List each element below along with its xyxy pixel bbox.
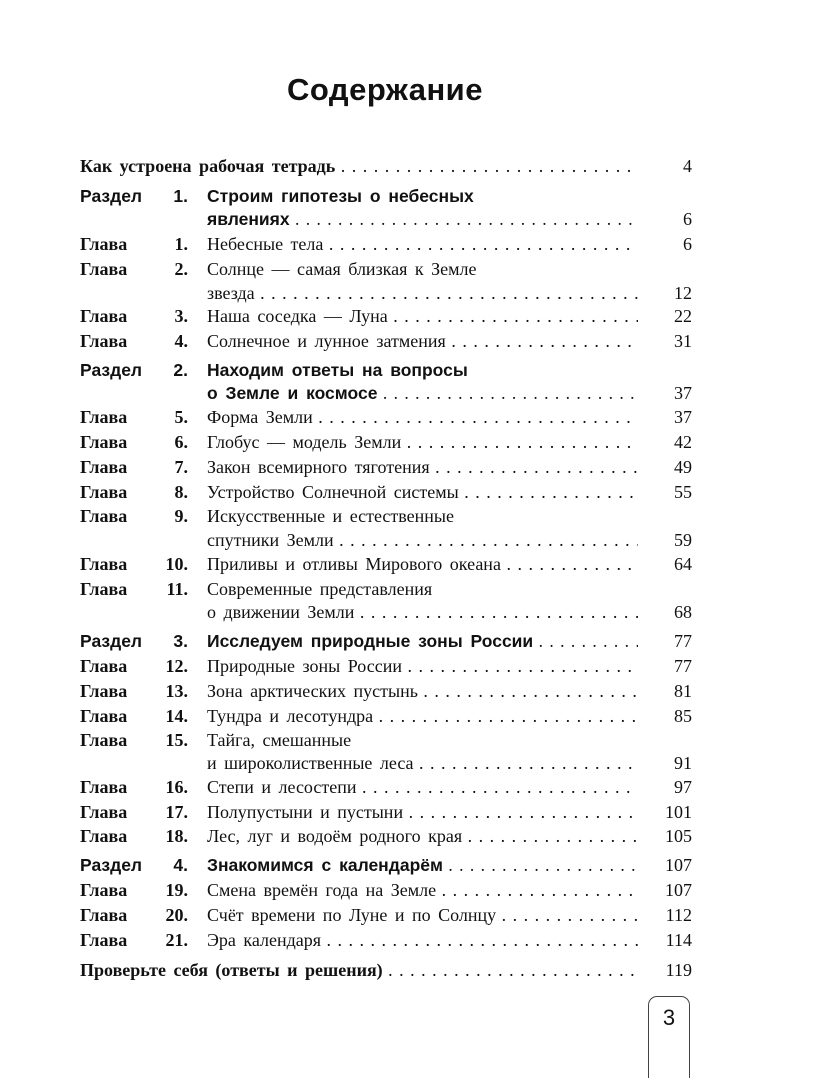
toc-entry-title: Полупустыни и пустыни . . . — [207, 800, 638, 824]
toc-entry-page: 64 — [674, 554, 692, 574]
toc-entry-title-cont: и широколиственные леса . . . — [207, 751, 638, 775]
toc-entry-number: 2. — [174, 259, 188, 279]
toc-entry-title-cont: о Земле и космосе . . . — [207, 381, 638, 405]
toc-chapter-15[interactable] — [80, 728, 692, 752]
toc-entry-title: Глобус — модель Земли . . . — [207, 430, 638, 454]
toc-entry-page: 77 — [674, 631, 692, 651]
toc-entry-title: Лес, луг и водоём родного края . . . — [207, 824, 638, 848]
toc-entry-kind: Глава — [80, 506, 128, 526]
toc-entry-number: 4. — [174, 331, 188, 351]
toc-entry-number: 12. — [165, 656, 188, 676]
toc-entry-kind: Глава — [80, 407, 128, 427]
toc-entry-kind: Глава — [80, 482, 128, 502]
toc-entry-page: 105 — [665, 826, 692, 846]
page-number: 3 — [662, 1005, 676, 1030]
toc-entry-number: 18. — [165, 826, 188, 846]
toc-entry-title-cont: о движении Земли . . . — [207, 600, 638, 624]
toc-entry-title: Исследуем природные зоны России . . . — [207, 629, 638, 653]
toc-entry-page: 101 — [665, 802, 692, 822]
toc-entry-title: Устройство Солнечной системы . . . — [207, 480, 638, 504]
toc-entry-title: Солнце — самая близкая к Земле — [207, 259, 477, 279]
page-title: Содержание — [287, 72, 483, 107]
toc-entry-number: 5. — [174, 407, 188, 427]
toc-chapter-11-cont[interactable] — [80, 600, 692, 624]
toc-entry-number: 13. — [165, 681, 188, 701]
toc-entry-number: 3. — [174, 306, 188, 326]
toc-entry-kind: Глава — [80, 432, 128, 452]
toc-chapter-7[interactable] — [80, 455, 692, 479]
toc-entry-page: 107 — [665, 880, 692, 900]
toc-entry-kind: Глава — [80, 880, 128, 900]
toc-entry-title: Проверьте себя (ответы и решения) . . . — [80, 958, 638, 982]
toc-entry-number: 19. — [165, 880, 188, 900]
toc-entry-kind: Глава — [80, 656, 128, 676]
toc-entry-number: 4. — [173, 855, 188, 875]
toc-chapter-4[interactable] — [80, 329, 692, 353]
toc-entry-kind: Глава — [80, 259, 128, 279]
toc-chapter-5[interactable] — [80, 405, 692, 429]
toc-entry-kind: Глава — [80, 706, 128, 726]
toc-entry-title: Тундра и лесотундра . . . — [207, 704, 638, 728]
toc-entry-number: 9. — [174, 506, 188, 526]
toc-chapter-12[interactable] — [80, 654, 692, 678]
toc-entry-number: 17. — [165, 802, 188, 822]
toc-entry-page: 119 — [665, 960, 692, 980]
toc-entry-title: Небесные тела . . . — [207, 232, 638, 256]
toc-section-2-cont[interactable] — [80, 381, 692, 405]
toc-entry-kind: Глава — [80, 681, 128, 701]
toc-entry-title: Эра календаря . . . — [207, 928, 638, 952]
toc-entry-page: 42 — [674, 432, 692, 452]
toc-entry-title: Знакомимся с календарём . . . — [207, 853, 638, 877]
toc-entry-number: 1. — [174, 234, 188, 254]
toc-entry-number: 16. — [165, 777, 188, 797]
toc-entry-kind: Раздел — [80, 360, 143, 380]
toc-entry-page: 59 — [674, 530, 692, 550]
toc-entry-number: 3. — [173, 631, 188, 651]
toc-chapter-14[interactable] — [80, 704, 692, 728]
toc-entry-kind: Раздел — [80, 186, 143, 206]
toc-entry-answers[interactable] — [80, 958, 692, 982]
toc-entry-kind: Глава — [80, 234, 128, 254]
toc-chapter-11[interactable] — [80, 577, 692, 601]
toc-entry-page: 112 — [665, 905, 692, 925]
toc-entry-kind: Глава — [80, 905, 128, 925]
toc-entry-page: 91 — [674, 753, 692, 773]
toc-entry-intro[interactable] — [80, 154, 692, 178]
toc-section-1[interactable] — [80, 184, 692, 208]
toc-chapter-15-cont[interactable] — [80, 751, 692, 775]
toc-entry-page: 81 — [674, 681, 692, 701]
toc-entry-kind: Глава — [80, 306, 128, 326]
toc-entry-number: 6. — [174, 432, 188, 452]
toc-entry-kind: Глава — [80, 930, 128, 950]
toc-entry-page: 37 — [674, 407, 692, 427]
toc-entry-title: Степи и лесостепи . . . — [207, 775, 638, 799]
toc-entry-number: 10. — [165, 554, 188, 574]
toc-chapter-3[interactable] — [80, 304, 692, 328]
toc-section-3[interactable] — [80, 629, 692, 653]
toc-chapter-16[interactable] — [80, 775, 692, 799]
toc-entry-kind: Глава — [80, 331, 128, 351]
toc-entry-page: 85 — [674, 706, 692, 726]
toc-entry-page: 77 — [674, 656, 692, 676]
toc-entry-page: 68 — [674, 602, 692, 622]
toc-entry-page: 22 — [674, 306, 692, 326]
toc-entry-number: 11. — [166, 579, 188, 599]
toc-chapter-13[interactable] — [80, 679, 692, 703]
toc-entry-title-cont: звезда . . . — [207, 281, 638, 305]
toc-chapter-17[interactable] — [80, 800, 692, 824]
toc-entry-title: Счёт времени по Луне и по Солнцу . . . — [207, 903, 638, 927]
toc-entry-number: 15. — [165, 730, 188, 750]
toc-entry-title: Форма Земли . . . — [207, 405, 638, 429]
toc-entry-kind: Глава — [80, 802, 128, 822]
toc-entry-kind: Глава — [80, 777, 128, 797]
page-number-tab — [648, 996, 690, 1078]
toc-entry-page: 114 — [665, 930, 692, 950]
toc-entry-number: 7. — [174, 457, 188, 477]
toc-entry-page: 37 — [674, 383, 692, 403]
toc-entry-kind: Глава — [80, 457, 128, 477]
toc-chapter-10[interactable] — [80, 552, 692, 576]
toc-entry-title: Как устроена рабочая тетрадь . . . — [80, 154, 638, 178]
toc-entry-page: 97 — [674, 777, 692, 797]
toc-entry-title: Тайга, смешанные — [207, 730, 352, 750]
toc-entry-page: 6 — [683, 209, 692, 229]
toc-entry-page: 12 — [674, 283, 692, 303]
toc-entry-page: 31 — [674, 331, 692, 351]
toc-chapter-20[interactable] — [80, 903, 692, 927]
toc-entry-kind: Глава — [80, 579, 128, 599]
toc-entry-page: 55 — [674, 482, 692, 502]
toc-entry-kind: Раздел — [80, 855, 143, 875]
toc-entry-number: 20. — [165, 905, 188, 925]
toc-entry-kind: Глава — [80, 730, 128, 750]
toc-entry-page: 4 — [683, 156, 692, 176]
toc-chapter-9[interactable] — [80, 504, 692, 528]
toc-entry-title: Современные представления — [207, 579, 433, 599]
toc-entry-title-cont: явлениях . . . — [207, 207, 638, 231]
toc-entry-kind: Глава — [80, 554, 128, 574]
toc-entry-title: Закон всемирного тяготения . . . — [207, 455, 638, 479]
toc-entry-number: 21. — [165, 930, 188, 950]
toc-entry-kind: Глава — [80, 826, 128, 846]
toc-chapter-1[interactable] — [80, 232, 692, 256]
toc-entry-kind: Раздел — [80, 631, 143, 651]
toc-section-1-cont[interactable] — [80, 207, 692, 231]
toc-entry-number: 2. — [173, 360, 188, 380]
toc-chapter-19[interactable] — [80, 878, 692, 902]
toc-chapter-18[interactable] — [80, 824, 692, 848]
toc-entry-title-cont: спутники Земли . . . — [207, 528, 638, 552]
toc-entry-number: 8. — [174, 482, 188, 502]
toc-entry-number: 1. — [173, 186, 188, 206]
toc-section-4[interactable] — [80, 853, 692, 877]
toc-chapter-21[interactable] — [80, 928, 692, 952]
toc-chapter-8[interactable] — [80, 480, 692, 504]
toc-entry-page: 6 — [683, 234, 692, 254]
toc-entry-title: Солнечное и лунное затмения . . . — [207, 329, 638, 353]
toc-entry-title: Зона арктических пустынь . . . — [207, 679, 638, 703]
toc-chapter-2-cont[interactable] — [80, 281, 692, 305]
toc-entry-page: 49 — [674, 457, 692, 477]
toc-entry-page: 107 — [665, 855, 692, 875]
toc-entry-title: Природные зоны России . . . — [207, 654, 638, 678]
toc-chapter-2[interactable] — [80, 257, 692, 281]
toc-entry-number: 14. — [165, 706, 188, 726]
toc-chapter-6[interactable] — [80, 430, 692, 454]
toc-entry-title: Искусственные и естественные — [207, 506, 455, 526]
toc-entry-title: Строим гипотезы о небесных — [207, 186, 474, 206]
toc-entry-title: Наша соседка — Луна . . . — [207, 304, 638, 328]
toc-entry-title: Приливы и отливы Мирового океана . . . — [207, 552, 638, 576]
toc-entry-title: Смена времён года на Земле . . . — [207, 878, 638, 902]
toc-chapter-9-cont[interactable] — [80, 528, 692, 552]
toc-entry-title: Находим ответы на вопросы — [207, 360, 468, 380]
toc-section-2[interactable] — [80, 358, 692, 382]
